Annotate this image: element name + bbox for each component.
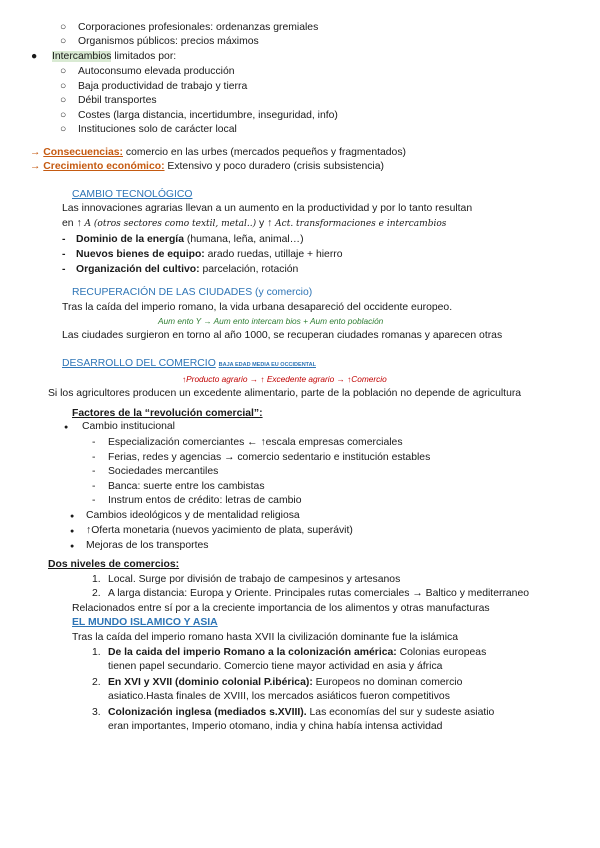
bullet-icon: ● — [31, 51, 38, 62]
list-item: Organismos públicos: precios máximos — [78, 36, 259, 47]
intercambios-line: Intercambios limitados por: — [52, 51, 177, 62]
bullet-icon: ● — [70, 543, 75, 550]
formula: Aum ento Y → Aum ento intercam bios + Aum ento población — [158, 316, 384, 326]
paragraph: Si los agricultores producen un excedente alimentario, parte de la población no depende de agricultura — [48, 388, 522, 399]
bullet-icon: ● — [64, 424, 69, 431]
crecimiento-line: → Crecimiento económico: Extensivo y poco duradero (crisis subsistencia) — [30, 161, 384, 172]
bullet-icon: ● — [70, 513, 75, 520]
list-item: Organización del cultivo: parcelación, rotación — [76, 264, 299, 275]
section-title-islamico: EL MUNDO ISLAMICO Y ASIA — [72, 617, 218, 628]
list-item: Cambio institucional — [82, 421, 175, 432]
list-number: 2. — [92, 677, 101, 688]
arrow-right-icon: → — [30, 147, 41, 158]
list-item: Costes (larga distancia, incertidumbre, inseguridad, info) — [78, 110, 338, 121]
list-number: 2. — [92, 588, 101, 599]
list-item: Especialización comerciantes ← ↑escala empresas comerciales — [108, 437, 403, 448]
intercambios-highlight: Intercambios — [52, 51, 112, 62]
list-item: Banca: suerte entre los cambistas — [108, 481, 265, 492]
crecimiento-label: Crecimiento económico: — [43, 161, 165, 172]
list-item: De la caida del imperio Romano a la colonización américa: Colonias europeas — [108, 647, 487, 658]
list-item: Local. Surge por división de trabajo de campesinos y artesanos — [108, 574, 401, 585]
arrow-right-icon: → — [30, 161, 41, 172]
list-item-continuation: asiatico.Hasta finales de XVIII, los mercados asiáticos fueron competitivos — [108, 691, 450, 702]
circle-bullet-icon: ○ — [60, 110, 67, 121]
circle-bullet-icon: ○ — [60, 66, 67, 77]
dash-bullet-icon: - — [92, 466, 96, 477]
dash-bullet-icon: - — [92, 495, 96, 506]
list-number: 1. — [92, 574, 101, 585]
dash-bullet-icon: - — [62, 234, 66, 245]
list-item: Ferias, redes y agencias → comercio sedentario e institución estables — [108, 452, 431, 463]
circle-bullet-icon: ○ — [60, 22, 67, 33]
list-item: Autoconsumo elevada producción — [78, 66, 235, 77]
paragraph: Tras la caída del imperio romano hasta XVII la civilización dominante fue la islámica — [72, 632, 458, 643]
dash-bullet-icon: - — [62, 264, 66, 275]
list-item: Colonización inglesa (mediados s.XVIII). Las economías del sur y sudeste asiatio — [108, 707, 495, 718]
list-item: Mejoras de los transportes — [86, 540, 209, 551]
list-item: Sociedades mercantiles — [108, 466, 219, 477]
niveles-title: Dos niveles de comercios: — [48, 559, 180, 570]
list-item: Cambios ideológicos y de mentalidad religiosa — [86, 510, 300, 521]
list-item: Dominio de la energía (humana, leña, animal…) — [76, 234, 304, 245]
paragraph: Relacionados entre sí por a la creciente importancia de los alimentos y otras manufacturas — [72, 603, 490, 614]
list-item-continuation: tienen papel secundario. Comercio tiene mayor actividad en asia y áfrica — [108, 661, 443, 672]
dash-bullet-icon: - — [92, 452, 96, 463]
paragraph: Tras la caída del imperio romano, la vida urbana desapareció del occidente europeo. — [62, 302, 453, 313]
section-title-recuperacion: RECUPERACIÓN DE LAS CIUDADES (y comercio) — [72, 287, 313, 298]
list-number: 3. — [92, 707, 101, 718]
circle-bullet-icon: ○ — [60, 124, 67, 135]
list-item: En XVI y XVII (dominio colonial P.ibérica): Europeos no dominan comercio — [108, 677, 463, 688]
section-title-cambio: CAMBIO TECNOLÓGICO — [72, 189, 193, 200]
bullet-icon: ● — [70, 528, 75, 535]
list-item: ↑Oferta monetaria (nuevos yacimiento de plata, superávit) — [86, 525, 353, 536]
list-item: Baja productividad de trabajo y tierra — [78, 81, 248, 92]
section-title-desarrollo: DESARROLLO DEL COMERCIO BAJA EDAD MEDIA EU OCCIDENTAL — [62, 358, 316, 369]
factores-title: Factores de la “revolución comercial”: — [72, 408, 263, 419]
list-item: Nuevos bienes de equipo: arado ruedas, utillaje + hierro — [76, 249, 343, 260]
circle-bullet-icon: ○ — [60, 81, 67, 92]
consecuencias-label: Consecuencias: — [43, 147, 123, 158]
paragraph: en ↑ A (otros sectores como textil, metal..) y ↑ Act. transformaciones e intercambios — [62, 218, 447, 229]
list-item: Débil transportes — [78, 95, 157, 106]
paragraph: Las innovaciones agrarias llevan a un aumento en la productividad y por lo tanto resultan — [62, 203, 473, 214]
list-item-continuation: eran importantes, Imperio otomano, india y china había intensa actividad — [108, 721, 443, 732]
paragraph: Las ciudades surgieron en torno al año 1000, se recuperan ciudades romanas y aparecen otras — [62, 330, 503, 341]
circle-bullet-icon: ○ — [60, 95, 67, 106]
formula: ↑Producto agrario → ↑ Excedente agrario → ↑Comercio — [182, 374, 387, 384]
list-item: A larga distancia: Europa y Oriente. Principales rutas comerciales → Baltico y mediterraneo — [108, 588, 530, 599]
dash-bullet-icon: - — [62, 249, 66, 260]
list-item: Instituciones solo de carácter local — [78, 124, 237, 135]
dash-bullet-icon: - — [92, 437, 96, 448]
dash-bullet-icon: - — [92, 481, 96, 492]
consecuencias-line: → Consecuencias: comercio en las urbes (mercados pequeños y fragmentados) — [30, 147, 406, 158]
list-item: Instrum entos de crédito: letras de cambio — [108, 495, 302, 506]
section-subtitle: BAJA EDAD MEDIA EU OCCIDENTAL — [218, 362, 316, 368]
list-number: 1. — [92, 647, 101, 658]
list-item: Corporaciones profesionales: ordenanzas gremiales — [78, 22, 319, 33]
circle-bullet-icon: ○ — [60, 36, 67, 47]
